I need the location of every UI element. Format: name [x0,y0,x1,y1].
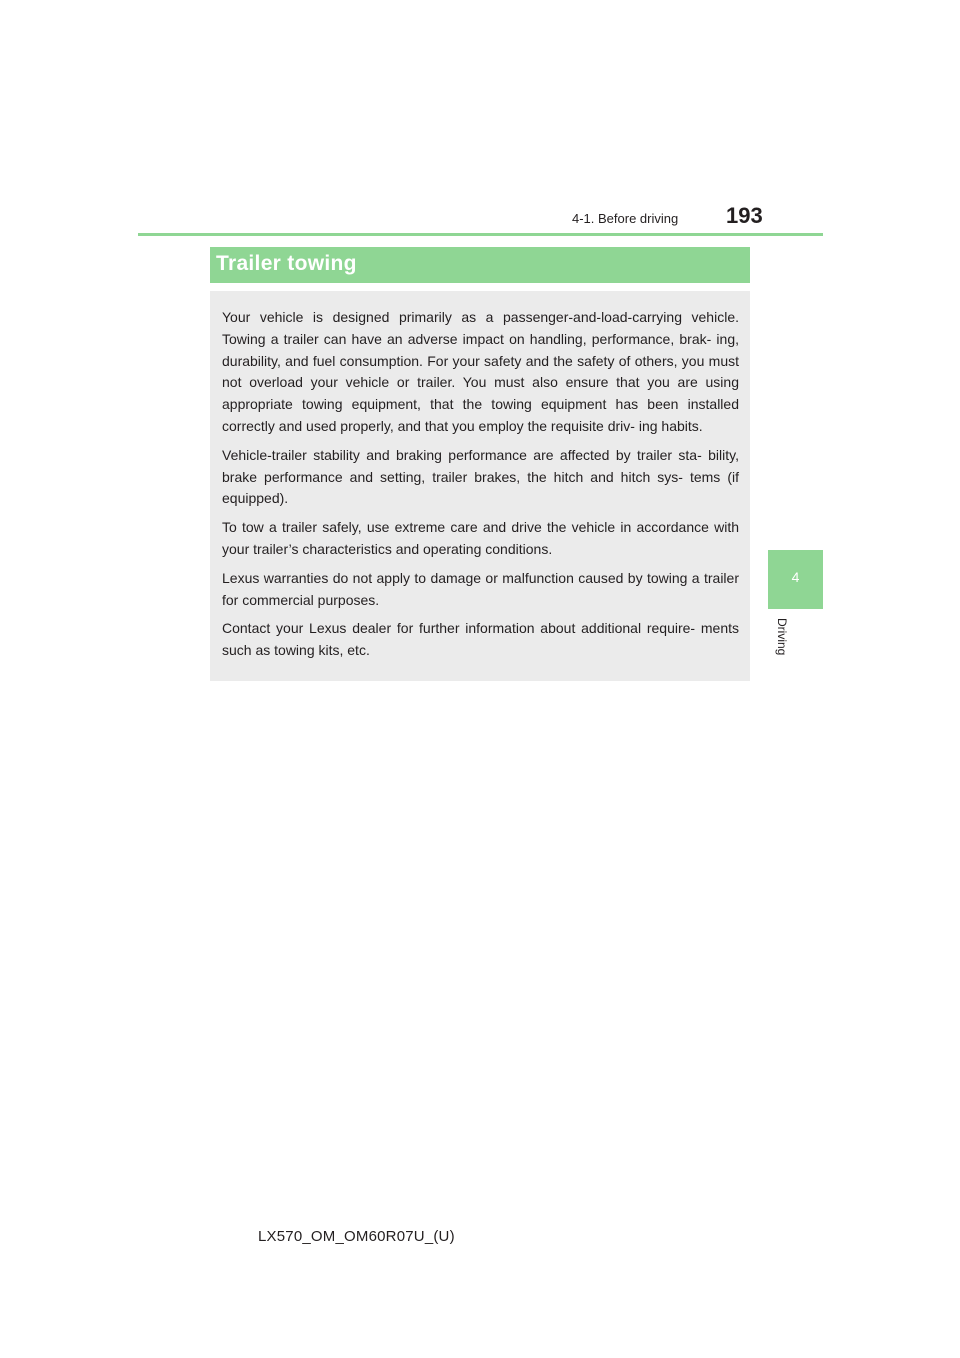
body-paragraph: Vehicle-trailer stability and braking performance are affected by trailer sta- bility, brake performance and setting, trailer brakes, the hitch and hitch sys- tems (if equipped). [222,446,739,507]
header-divider [138,233,823,236]
body-paragraph: To tow a trailer safely, use extreme care and drive the vehicle in accordance with your trailer’s characteristics and operating conditions. [222,519,739,557]
body-paragraph: Your vehicle is designed primarily as a passenger-and-load-carrying vehicle. Towing a trailer can have an adverse impact on handling, performance, brak- ing, durability, and fuel consumption. For your safety and the safety of others, you must not overload your vehicle or trailer. You must also ensure that you are using appropriate towing equipment, that the towing equipment has been installed correctly and used properly, and that you employ the requisite driv- ing habits. [222,309,739,434]
body-paragraph: Contact your Lexus dealer for further information about additional require- ments such as towing kits, etc. [222,620,739,659]
document-code: LX570_OM_OM60R07U_(U) [258,1228,455,1245]
section-body [210,291,750,681]
header-section-title: 4-1. Before driving [572,211,679,226]
chapter-tab-label: Driving [775,618,789,656]
chapter-tab-number: 4 [791,569,800,585]
body-paragraph: Lexus warranties do not apply to damage or malfunction caused by towing a trailer for commercial purposes. [222,569,739,608]
section-title-banner [210,247,750,283]
page-number: 193 [726,203,763,228]
section-title: Trailer towing [216,252,357,275]
